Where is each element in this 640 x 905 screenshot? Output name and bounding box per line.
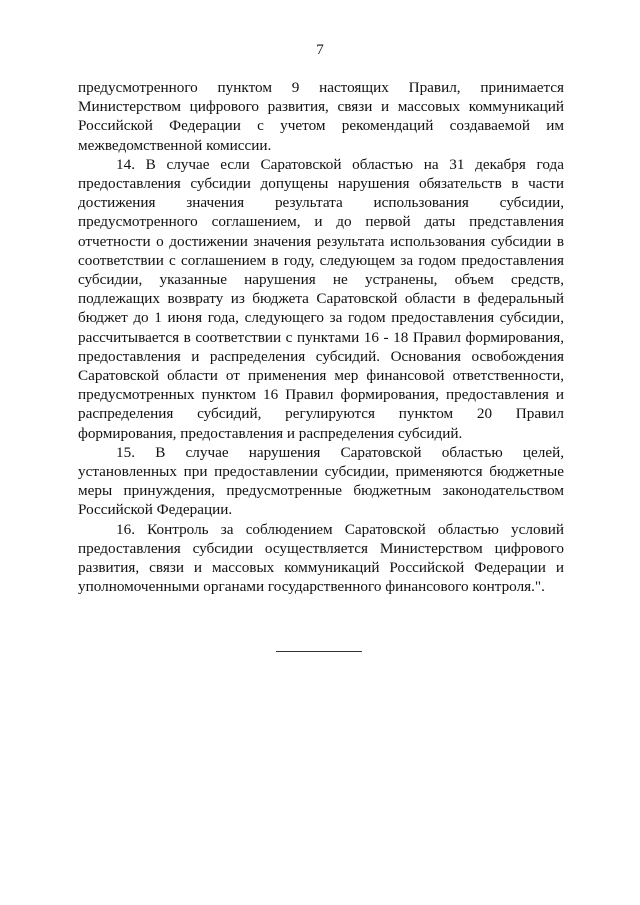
page-number: 7 (316, 42, 324, 58)
end-separator-line (276, 651, 362, 652)
document-body (78, 78, 564, 596)
paragraph-continuation: предусмотренного пунктом 9 настоящих Правил, принимается Министерством цифрового развития, связи и массовых коммуникаций Российской Федерации с учетом рекомендаций создаваемой им межведомственной комиссии. (78, 79, 564, 154)
paragraph-item-16: 16. Контроль за соблюдением Саратовской областью условий предоставления субсидии осуществляется Министерством цифрового развития, связи и массовых коммуникаций Российской Федерации и уполномоченными органами государственного финансового контроля.". (78, 520, 564, 596)
paragraph-item-14: 14. В случае если Саратовской областью на 31 декабря года предоставления субсидии допущены нарушения обязательств в части достижения значения результата использования субсидии, предусмотренного соглашением, и до первой даты представления отчетности о достижении значения результата использования субсидии в соответствии с соглашением в году, следующем за годом предоставления субсидии, указанные нарушения не устранены, объем средств, подлежащих возврату из бюджета Саратовской области в федеральный бюджет до 1 июня года, следующего за годом предоставления субсидии, рассчитывается в соответствии с пунктами 16 - 18 Правил формирования, предоставления и распределения субсидий. Основания освобождения Саратовской области от применения мер финансовой ответственности, предусмотренных пунктом 16 Правил формирования, предоставления и распределения субсидий, регулируются пунктом 20 Правил формирования, предоставления и распределения субсидий. (78, 155, 564, 442)
paragraph-item-15: 15. В случае нарушения Саратовской областью целей, установленных при предоставлении субсидии, применяются бюджетные меры принуждения, предусмотренные бюджетным законодательством Российской Федерации. (78, 443, 564, 519)
